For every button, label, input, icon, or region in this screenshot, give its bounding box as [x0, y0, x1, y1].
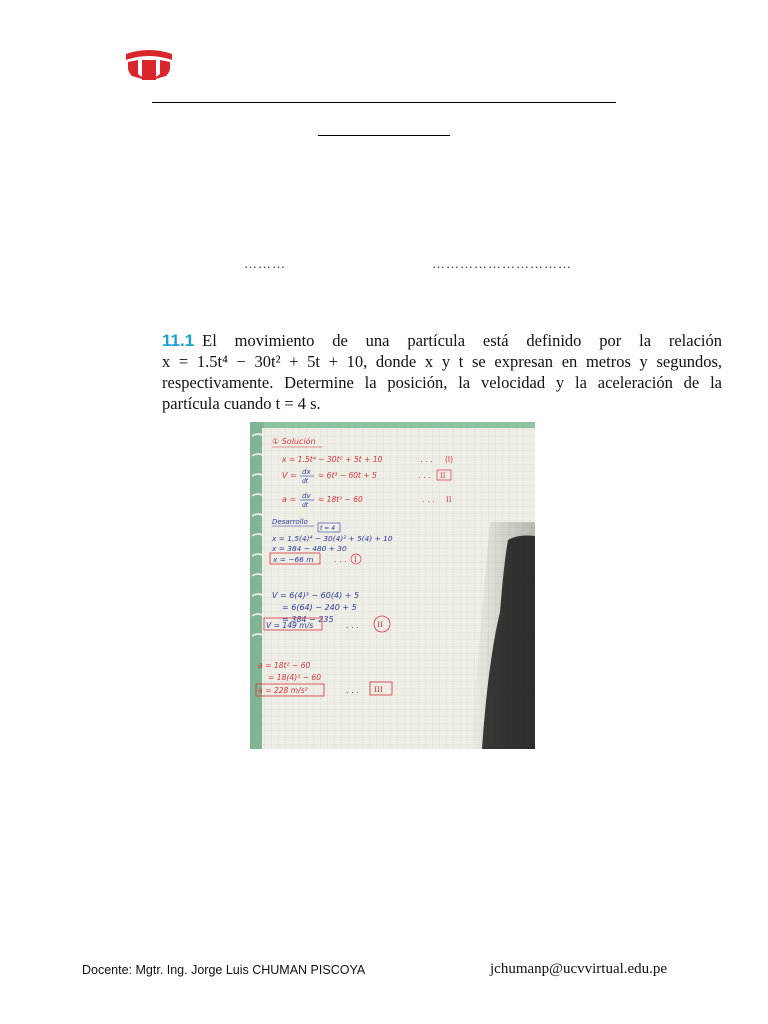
- title-rule: [318, 135, 450, 136]
- eq-v-frac-bottom: dt: [302, 478, 309, 485]
- blank-field-right: …………………………: [432, 256, 572, 271]
- v-result-tag: II: [377, 620, 383, 629]
- problem-number: 11.1: [162, 331, 195, 350]
- header-rule: [152, 102, 616, 103]
- eq-a-frac-top: dv: [302, 492, 311, 500]
- problem-line-1: El movimiento de una partícula está definido por la relación: [202, 331, 722, 350]
- footer-docente: Docente: Mgtr. Ing. Jorge Luis CHUMAN PISCOYA: [82, 963, 366, 977]
- eq-a-tag: II: [446, 496, 452, 504]
- v-line-3: = 384 − 235: [282, 615, 334, 624]
- notebook-photo: [250, 422, 535, 749]
- eq-x: x = 1.5t⁴ − 30t² + 5t + 10: [282, 455, 383, 464]
- a-result-dots: . . .: [346, 686, 359, 695]
- x-result-dots: . . .: [334, 555, 347, 564]
- problem-line-3: respectivamente. Determine la posición, la velocidad y la aceleración de la: [162, 373, 722, 392]
- eq-v-frac-top: dx: [302, 468, 311, 476]
- eq-v-rhs: = 6t³ − 60t + 5: [318, 471, 377, 480]
- eq-a-frac-bottom: dt: [302, 502, 309, 509]
- a-line-2: = 18(4)² − 60: [268, 673, 322, 682]
- t-value: t = 4: [320, 525, 336, 532]
- problem-statement: [162, 330, 722, 414]
- eq-v-dots: . . .: [418, 471, 431, 480]
- eq-a-dots: . . .: [422, 495, 435, 504]
- eq-v-lhs: V =: [282, 471, 297, 480]
- a-result: a = 228 m/s²: [258, 686, 308, 695]
- x-line-2: x = 384 − 480 + 30: [272, 544, 347, 553]
- x-result-tag: I: [354, 556, 357, 564]
- x-line-1: x = 1.5(4)⁴ − 30(4)² + 5(4) + 10: [272, 534, 393, 543]
- desarrollo-label: Desarrollo: [272, 518, 308, 526]
- eq-v-tag: II: [440, 472, 446, 480]
- v-line-2: = 6(64) − 240 + 5: [282, 603, 357, 612]
- eq-a-lhs: a =: [282, 495, 297, 504]
- eq-a-rhs: = 18t² − 60: [318, 495, 363, 504]
- v-result: V = 149 m/s: [266, 621, 314, 630]
- problem-line-4: partícula cuando t = 4 s.: [162, 394, 321, 413]
- v-line-1: V = 6(4)³ − 60(4) + 5: [272, 591, 360, 600]
- university-logo: [124, 46, 174, 80]
- blank-field-left: ………: [244, 256, 286, 271]
- a-result-tag: III: [374, 685, 383, 694]
- problem-line-2: x = 1.5t⁴ − 30t² + 5t + 10, donde x y t se expresan en metros y segundos,: [162, 352, 722, 371]
- a-line-1: a = 18t² − 60: [258, 661, 311, 670]
- footer-email: jchumanp@ucvvirtual.edu.pe: [490, 961, 668, 977]
- v-result-dots: . . .: [346, 621, 359, 630]
- eq-x-tag: (I): [445, 455, 454, 464]
- notebook-heading: ① Solución: [272, 437, 316, 446]
- x-result: x = −66 m: [273, 555, 314, 564]
- eq-x-dots: . . .: [420, 455, 433, 464]
